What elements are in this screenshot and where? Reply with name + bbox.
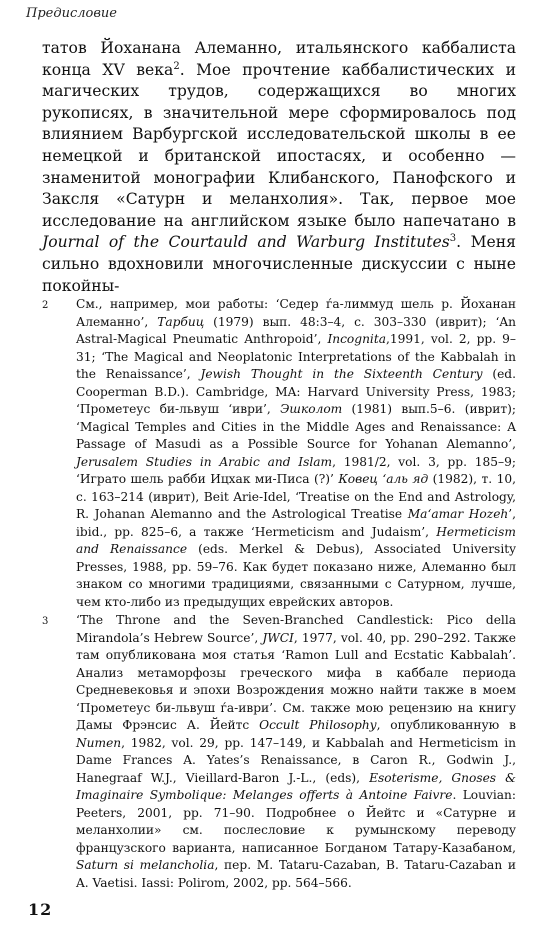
page-number: 12	[28, 900, 53, 919]
footnote-italic-run: Ma‘amar Hozeh	[407, 507, 509, 521]
main-text	[42, 38, 516, 297]
footnote-text-run: (1981) вып.5–6. (иврит); ‘Magical Temples and Cities in the Middle Ages and Renaissance: A Passage of Masudi as a Possible Source for Yohanan Alemanno’,	[76, 402, 516, 451]
footnote-text-run: . Louvian: Peeters, 2001, pp. 71–90. Подробнее о Йейтс и «Сатурне и меланхолии» см. послесловие к румынскому переводу французского варианта, написанное Богданом Татару-Казабаном,	[76, 788, 516, 855]
footnote-number: 2	[42, 300, 49, 311]
footnote-italic-run: Hermeticism and Renaissance	[76, 524, 516, 556]
footnotes	[42, 296, 516, 893]
footnote-text-run: ,1991, vol. 2, pp. 9–31; ‘The Magical and Neoplatonic Interpretations of the Kabbalah in the Renaissance’,	[76, 332, 516, 381]
footnote-italic-run: Jerusalem Studies in Arabic and Islam	[76, 454, 333, 469]
main-text-segment: . Меня сильно вдохновили многочисленные дискуссии с ныне покойны-	[42, 233, 516, 295]
footnote-italic-run: Numen	[76, 735, 122, 750]
footnote-italic-run: Incognita	[327, 332, 386, 346]
footnote	[42, 296, 516, 611]
footnote-text-run: См., например, мои работы: ‘Седер ѓа-лиммуд шель р. Йоханан Алеманно’,	[76, 297, 516, 329]
footnote-text-run: , пер. M. Tataru-Cazaban, B. Tataru-Cazaban и A. Vaetisi. Iassi: Polirom, 2002, pp. 564–566.	[76, 858, 516, 890]
footnote-text	[76, 612, 516, 892]
footnote-italic-run: Jewish Thought in the Sixteenth Century	[200, 367, 483, 381]
footnote-ref: 3	[449, 233, 457, 245]
footnote-text-run: (1982), т. 10, с. 163–214 (иврит), Beit Arie-Idel, ‘Treatise on the End and Astrology, R. Johanan Alemanno and the Astrological Treatise	[76, 472, 516, 521]
footnote-text-run: (eds. Merkel & Debus), Associated University Presses, 1988, pp. 59–76. Как будет показано ниже, Алеманно был знаком со многими традициями, связанными с Сатурном, лучше, чем кто-либо из предыдущих еврейских авторов.	[76, 542, 516, 609]
footnote-text-run: ’, ibid., pp. 825–6, а также ‘Hermeticism and Judaism’,	[76, 507, 517, 539]
footnote-italic-run: Ковец ‘аль яд	[338, 472, 429, 486]
footnote-italic-run: Esoterisme, Gnoses & Imaginaire Symbolique: Melanges offerts à Antoine Faivre	[76, 770, 517, 802]
main-paragraph	[42, 38, 516, 297]
footnote-text-run: , 1977, vol. 40, pp. 290–292. Также там опубликована моя статья ‘Ramon Lull and Ecstatic Kabbalah’. Анализ метаморфозы греческого мифа в каббале периода Средневековья и эпохи Возрождения можно найти также в моем ‘Прометеус би-львуш ѓа-иври’. См. также мою рецензию на книгу Дамы Фрэнсис А. Йейтс	[76, 630, 516, 732]
main-text-segment: . Мое прочтение каббалистических и магических трудов, содержащихся во многих рукописях, в значительной мере сформировалось под влиянием Варбургской исследовательской школы в ее немецкой и британской ипостасях, и особенно — знаменитой монографии Клибанского, Панофского и Заксля «Сатурн и меланхолия». Так, первое мое исследование на английском языке было напечатано в	[42, 60, 517, 230]
footnote-italic-run: Occult Philosophy	[259, 718, 377, 732]
footnote-text-run: (1979) вып. 48:3–4, с. 303–330 (иврит); ‘An Astral-Magical Pneumatic Anthropoid’,	[76, 314, 517, 346]
footnote-number: 3	[42, 616, 49, 627]
footnote-text-run: (ed. Cooperman B.D.). Cambridge, MA: Harvard University Press, 1983; ‘Прометеус би-львуш ‘иври’,	[76, 367, 516, 416]
footnote-italic-run: Тарбиц	[157, 314, 205, 329]
journal-title: Journal of the Courtauld and Warburg Institutes	[42, 233, 450, 252]
footnote-text-run: , 1982, vol. 29, pp. 147–149, и Kabbalah and Hermeticism in Dame Frances A. Yates’s Renaissance, в Caron R., Godwin J., Hanegraaf W.J., Vieillard-Baron J.-L., (eds),	[76, 735, 516, 785]
footnote-text-run: , опубликованную в	[376, 718, 516, 732]
footnote-text-run: ‘The Throne and the Seven-Branched Candlestick: Pico della Mirandola’s Hebrew Source’,	[76, 613, 516, 645]
footnote-italic-run: Эшколот	[280, 402, 343, 416]
footnote-italic-run: JWCI	[262, 630, 294, 645]
footnote-text-run: , 1981/2, vol. 3, pp. 185–9; ‘Играто шель рабби Ицхак ми-Писа (?)’	[76, 454, 516, 486]
footnote-italic-run: Saturn si melancholia	[76, 858, 215, 872]
footnote	[42, 612, 516, 892]
main-text-segment: татов Йоханана Алеманно, итальянского каббалиста конца XV века	[42, 39, 516, 79]
footnote-text	[76, 296, 516, 611]
running-head: Предисловие	[26, 6, 117, 21]
footnote-ref: 2	[173, 60, 180, 72]
